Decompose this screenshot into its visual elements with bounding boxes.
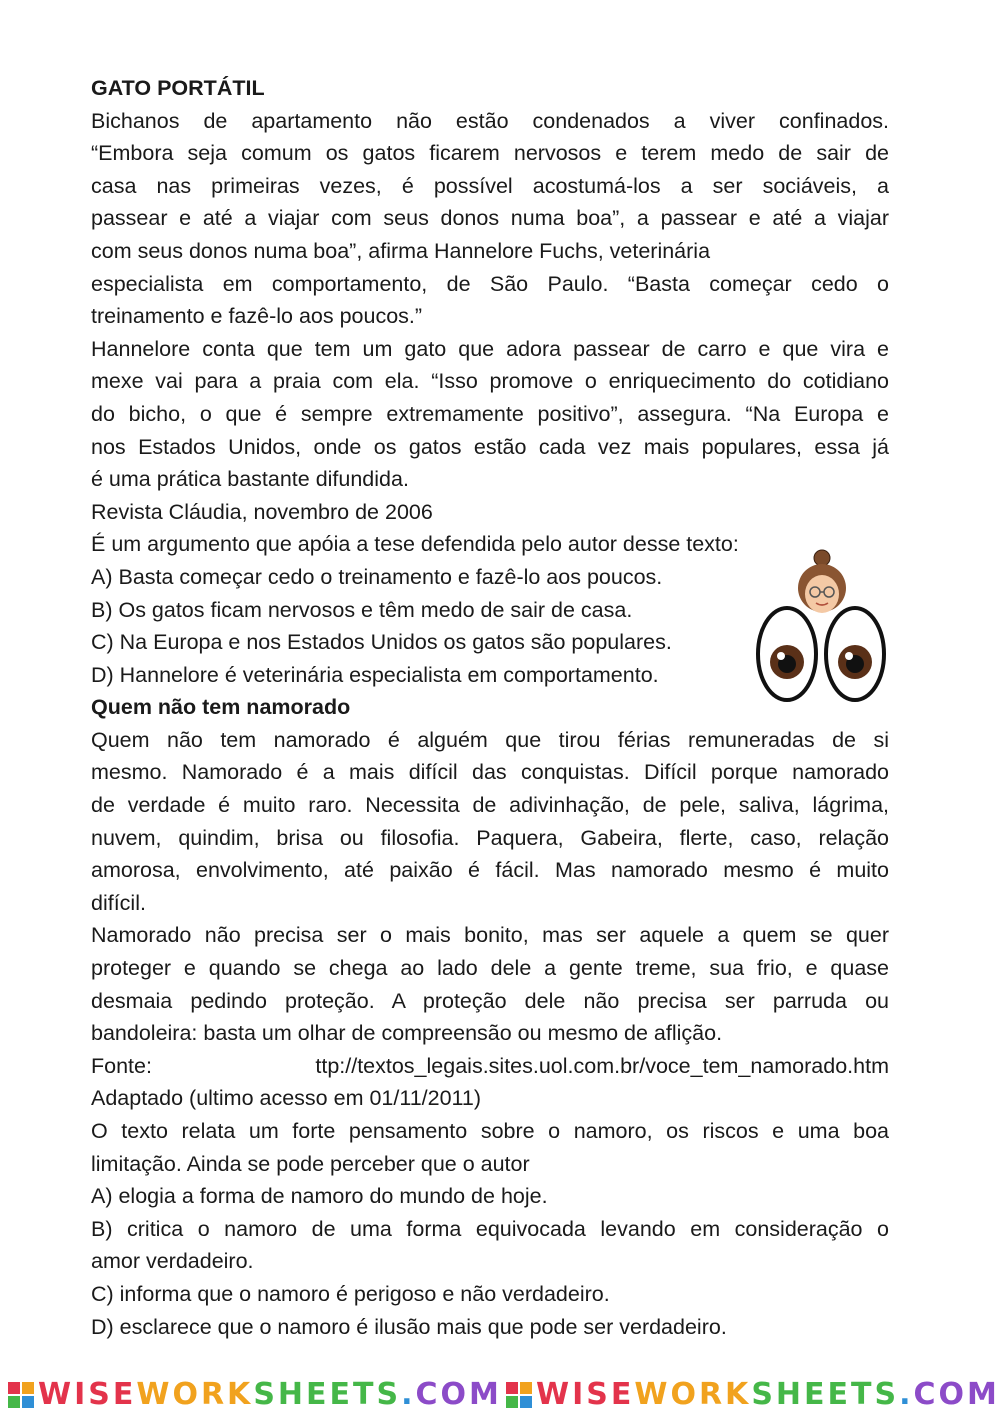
section1-line: treinamento e fazê-lo aos poucos.” <box>91 304 423 329</box>
logo-icon <box>506 1382 532 1408</box>
section2-line: mesmo. Namorado é a mais difícil das conquistas. Difícil porque namorado <box>91 760 889 785</box>
section2-source-row <box>91 1050 889 1083</box>
section2-source-note: Adaptado (ultimo acesso em 01/11/2011) <box>91 1086 482 1111</box>
section2-option-b-cont: amor verdadeiro. <box>91 1249 254 1274</box>
watermark-text: WISEWORKSHEETS.COM <box>536 1377 1000 1412</box>
watermark-text: WISEWORKSHEETS.COM <box>38 1377 502 1412</box>
section2-title: Quem não tem namorado <box>91 695 351 720</box>
section2-line: desmaia pedindo proteção. A proteção dele não precisa ser parruda ou <box>91 988 889 1013</box>
section1-line: nos Estados Unidos, onde os gatos estão cada vez mais populares, essa já <box>91 434 889 459</box>
section1-line: com seus donos numa boa”, afirma Hannelore Fuchs, veterinária <box>91 238 711 263</box>
section1-line: “Embora seja comum os gatos ficarem nervosos e terem medo de sair de <box>91 141 889 166</box>
section2-option-a: A) elogia a forma de namoro do mundo de hoje. <box>91 1184 548 1209</box>
section1-title: GATO PORTÁTIL <box>91 76 265 100</box>
section2-line: Namorado não precisa ser o mais bonito, mas ser aquele a quem se quer <box>91 923 889 948</box>
section2-line: Quem não tem namorado é alguém que tirou férias remuneradas de si <box>91 727 889 752</box>
footer-watermark <box>0 1376 1000 1414</box>
section1-line: é uma prática bastante difundida. <box>91 467 409 492</box>
section1-option-a: A) Basta começar cedo o treinamento e fazê-lo aos poucos. <box>91 564 663 589</box>
section2-option-d: D) esclarece que o namoro é ilusão mais que pode ser verdadeiro. <box>91 1314 727 1339</box>
section2-line: de verdade é muito raro. Necessita de adivinhação, de pele, saliva, lágrima, <box>91 793 889 818</box>
section2-option-b: B) critica o namoro de uma forma equivocada levando em consideração o <box>91 1216 889 1241</box>
section2-question-line: limitação. Ainda se pode perceber que o autor <box>91 1151 530 1176</box>
section1-option-d: D) Hannelore é veterinária especialista em comportamento. <box>91 662 659 687</box>
section2-source-label: Fonte: <box>91 1053 152 1078</box>
section2-line: nuvem, quindim, brisa ou filosofia. Paquera, Gabeira, flerte, caso, relação <box>91 825 889 850</box>
section1-option-c: C) Na Europa e nos Estados Unidos os gatos são populares. <box>91 630 672 655</box>
section1-line: especialista em comportamento, de São Paulo. “Basta começar cedo o <box>91 271 889 296</box>
section2-source-url: ttp://textos_legais.sites.uol.com.br/voce_tem_namorado.htm <box>315 1053 889 1078</box>
section1-line: Bichanos de apartamento não estão condenados a viver confinados. <box>91 108 889 133</box>
section2-question-line: O texto relata um forte pensamento sobre o namoro, os riscos e uma boa <box>91 1119 889 1143</box>
section1-line: Hannelore conta que tem um gato que adora passear de carro e que vira e <box>91 336 889 361</box>
section1-source: Revista Cláudia, novembro de 2006 <box>91 499 433 524</box>
section2-line: amorosa, envolvimento, até paixão é fácil. Mas namorado mesmo é muito <box>91 858 889 883</box>
logo-icon <box>8 1382 34 1408</box>
section1-option-b: B) Os gatos ficam nervosos e têm medo de sair de casa. <box>91 597 633 622</box>
section2-line: bandoleira: basta um olhar de compreensão ou mesmo de aflição. <box>91 1021 723 1046</box>
section1-line: mexe vai para a praia com ela. “Isso promove o enriquecimento do cotidiano <box>91 369 889 394</box>
section1-question: É um argumento que apóia a tese defendida pelo autor desse texto: <box>91 532 739 557</box>
section2-option-c: C) informa que o namoro é perigoso e não verdadeiro. <box>91 1281 610 1306</box>
section1-line: casa nas primeiras vezes, é possível acostumá-los a ser sociáveis, a <box>91 173 889 198</box>
teacher-eyes-illustration <box>752 548 892 708</box>
section2-line: difícil. <box>91 890 146 915</box>
section1-line: do bicho, o que é sempre extremamente positivo”, assegura. “Na Europa e <box>91 401 889 426</box>
section2-line: proteger e quando se chega ao lado dele a gente treme, sua frio, e quase <box>91 956 889 981</box>
section1-line: passear e até a viajar com seus donos numa boa”, a passear e até a viajar <box>91 206 889 231</box>
